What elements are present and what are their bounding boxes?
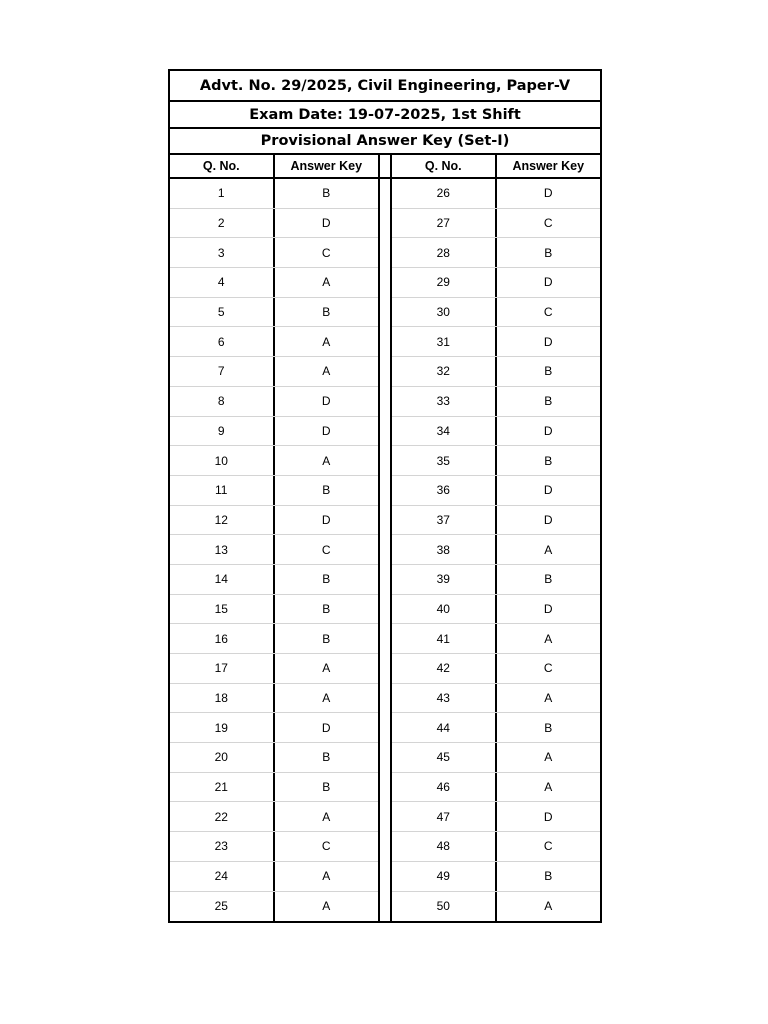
question-number: 23 [170,832,275,861]
question-number: 50 [392,892,497,922]
answer-value: A [544,750,553,765]
table-row [392,446,600,476]
answer-value: C [321,839,331,854]
table-row [170,446,378,476]
question-number: 33 [392,387,497,416]
answer-value: A [322,809,331,824]
answer-value: A [322,869,331,884]
exam-date-title: Exam Date: 19-07-2025, 1st Shift [170,102,600,129]
answer-value: C [543,839,553,854]
question-number: 16 [170,624,275,653]
table-row [392,892,600,922]
table-row [392,624,600,654]
question-number: 10 [170,446,275,475]
table-row [392,832,600,862]
answer-value: C [543,216,553,231]
table-row [170,268,378,298]
answer-value: D [543,275,553,290]
answer-value: D [321,216,331,231]
answer-value: B [322,631,331,646]
question-number: 12 [170,506,275,535]
answer-value: C [543,305,553,320]
table-row [170,832,378,862]
answer-key-sheet [168,69,602,923]
question-number: 4 [170,268,275,297]
table-row [392,357,600,387]
question-number: 24 [170,862,275,891]
answer-value: B [544,394,553,409]
table-row [170,209,378,239]
answer-value: B [544,869,553,884]
question-number: 46 [392,773,497,802]
answer-value: B [322,601,331,616]
question-number: 34 [392,417,497,446]
answer-key-header: Answer Key [290,159,363,173]
q-no-header: Q. No. [392,155,497,177]
question-number: 19 [170,713,275,742]
table-row [392,209,600,239]
answer-value: D [543,423,553,438]
answer-value: D [321,394,331,409]
question-number: 8 [170,387,275,416]
question-number: 3 [170,238,275,267]
answer-value: C [543,661,553,676]
table-row [392,565,600,595]
question-number: 30 [392,298,497,327]
table-row [392,238,600,268]
answer-value: A [322,899,331,914]
question-number: 39 [392,565,497,594]
question-number: 20 [170,743,275,772]
answer-value: A [322,661,331,676]
table-row [170,743,378,773]
table-row [392,268,600,298]
table-left-half [170,155,378,921]
answer-value: B [544,720,553,735]
question-number: 9 [170,417,275,446]
table-row [392,387,600,417]
question-number: 27 [392,209,497,238]
table-row [170,565,378,595]
answer-value: D [543,512,553,527]
question-number: 32 [392,357,497,386]
table-row [170,179,378,209]
question-number: 28 [392,238,497,267]
table-row [170,892,378,922]
table-row [170,684,378,714]
table-row [170,624,378,654]
question-number: 49 [392,862,497,891]
answer-value: B [544,453,553,468]
table-row [170,773,378,803]
question-number: 38 [392,535,497,564]
answer-value: B [322,572,331,587]
answer-value: A [322,453,331,468]
table-row [392,773,600,803]
answer-value: B [544,245,553,260]
answer-key-header: Answer Key [512,159,585,173]
question-number: 25 [170,892,275,922]
question-number: 35 [392,446,497,475]
answer-value: B [322,483,331,498]
table-row [170,506,378,536]
table-row [170,862,378,892]
table-row [392,802,600,832]
answer-value: B [322,750,331,765]
table-row [170,417,378,447]
table-row [392,743,600,773]
question-number: 7 [170,357,275,386]
table-row [170,357,378,387]
table-row [392,535,600,565]
table-row [392,684,600,714]
answer-value: A [322,691,331,706]
q-no-header: Q. No. [170,155,275,177]
table-row [170,535,378,565]
question-number: 14 [170,565,275,594]
table-row [392,179,600,209]
advt-title: Advt. No. 29/2025, Civil Engineering, Paper-V [170,71,600,102]
answer-value: A [322,334,331,349]
question-number: 36 [392,476,497,505]
question-number: 44 [392,713,497,742]
answer-value: A [322,275,331,290]
column-divider [378,155,392,921]
question-number: 40 [392,595,497,624]
question-number: 42 [392,654,497,683]
answer-value: D [543,601,553,616]
question-number: 11 [170,476,275,505]
answer-value: C [321,542,331,557]
table-header [170,155,378,179]
table-row [392,654,600,684]
answer-value: B [544,364,553,379]
question-number: 26 [392,179,497,208]
question-number: 43 [392,684,497,713]
question-number: 1 [170,179,275,208]
question-number: 47 [392,802,497,831]
answer-key-table [170,155,600,921]
answer-value: A [544,691,553,706]
question-number: 41 [392,624,497,653]
table-row [170,654,378,684]
table-row [392,713,600,743]
answer-value: D [543,186,553,201]
answer-value: B [322,186,331,201]
answer-value: A [544,631,553,646]
table-row [392,298,600,328]
question-number: 29 [392,268,497,297]
answer-value: A [544,899,553,914]
question-number: 2 [170,209,275,238]
answer-value: D [543,483,553,498]
answer-value: C [321,245,331,260]
answer-value: A [322,364,331,379]
answer-value: D [321,720,331,735]
question-number: 48 [392,832,497,861]
question-number: 21 [170,773,275,802]
question-number: 6 [170,327,275,356]
answer-value: D [543,809,553,824]
table-row [392,595,600,625]
answer-value: B [544,572,553,587]
question-number: 15 [170,595,275,624]
question-number: 17 [170,654,275,683]
question-number: 31 [392,327,497,356]
table-row [392,417,600,447]
table-row [170,238,378,268]
table-row [170,802,378,832]
question-number: 13 [170,535,275,564]
table-right-half [392,155,600,921]
question-number: 5 [170,298,275,327]
table-header [392,155,600,179]
answer-key-title: Provisional Answer Key (Set-I) [170,129,600,155]
column-divider-header [380,155,390,179]
table-row [392,862,600,892]
answer-value: A [544,542,553,557]
question-number: 45 [392,743,497,772]
table-row [392,476,600,506]
table-row [392,327,600,357]
answer-value: A [544,780,553,795]
table-row [392,506,600,536]
answer-value: D [321,512,331,527]
answer-value: B [322,780,331,795]
table-row [170,327,378,357]
answer-value: B [322,305,331,320]
table-row [170,298,378,328]
answer-value: D [543,334,553,349]
question-number: 37 [392,506,497,535]
table-row [170,713,378,743]
question-number: 22 [170,802,275,831]
table-row [170,476,378,506]
table-row [170,595,378,625]
table-row [170,387,378,417]
answer-value: D [321,423,331,438]
question-number: 18 [170,684,275,713]
